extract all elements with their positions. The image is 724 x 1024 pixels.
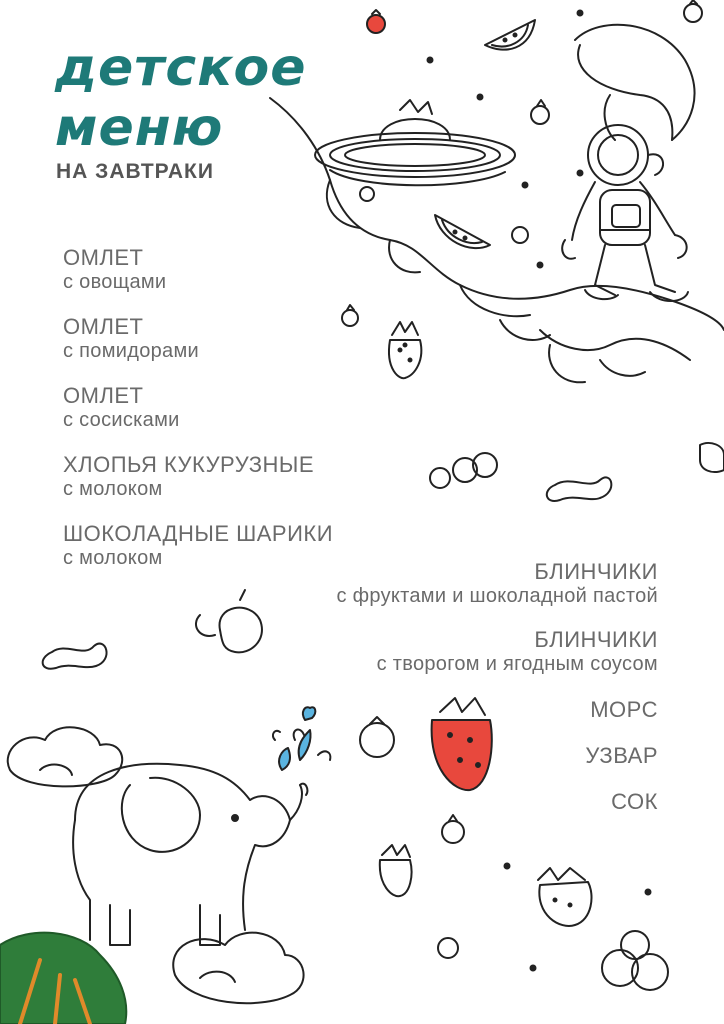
cherry-tomato-icon: [342, 305, 358, 326]
menu-item-desc: с фруктами и шоколадной пастой: [336, 585, 658, 607]
strawberry-icon: [380, 845, 412, 896]
menu-item: [336, 560, 658, 608]
cloud-illustration: [173, 933, 303, 1004]
blueberries-icon: [602, 931, 668, 990]
menu-item-name: МОРС: [590, 697, 658, 722]
water-spray-icon: [273, 707, 330, 770]
menu-item-desc: с помидорами: [63, 340, 199, 362]
strawberry-icon: [389, 322, 421, 378]
balloon-illustration: [575, 25, 695, 140]
menu-item: [63, 315, 199, 363]
menu-subtitle: НА ЗАВТРАКИ: [56, 160, 214, 183]
menu-item-name: ОМЛЕТ: [63, 383, 144, 408]
menu-item-desc: с молоком: [63, 547, 163, 569]
cherry-tomato-icon: [360, 187, 374, 201]
menu-item-name: УЗВАР: [585, 743, 658, 768]
watermelon-slice-icon: [435, 215, 490, 248]
menu-item: [611, 790, 658, 814]
menu-item-name: БЛИНЧИКИ: [534, 627, 658, 652]
menu-item-name: ОМЛЕТ: [63, 245, 144, 270]
menu-item: [585, 744, 658, 768]
peanut-icon: [43, 644, 107, 669]
menu-item-desc: с овощами: [63, 271, 167, 293]
peanut-icon: [700, 443, 724, 472]
menu-item-name: БЛИНЧИКИ: [534, 559, 658, 584]
menu-item: [63, 246, 166, 294]
watermelon-slice-icon: [485, 20, 535, 50]
cherry-tomato-icon: [512, 227, 528, 243]
cherry-tomato-icon: [684, 0, 702, 22]
menu-item: [377, 628, 658, 676]
menu-item-desc: с молоком: [63, 478, 163, 500]
foliage-illustration: [0, 933, 126, 1024]
menu-item-name: ОМЛЕТ: [63, 314, 144, 339]
menu-item: [63, 522, 333, 570]
menu-item: [63, 384, 180, 432]
title-line-2: меню: [55, 98, 224, 158]
strawberry-icon: [432, 698, 492, 790]
menu-item-name: ШОКОЛАДНЫЕ ШАРИКИ: [63, 521, 334, 546]
astronaut-illustration: [562, 125, 688, 301]
peanut-icon: [547, 477, 612, 501]
cherry-tomato-icon: [360, 717, 394, 757]
menu-title: [55, 38, 307, 158]
cherry-tomato-icon: [531, 100, 549, 124]
star-icon: [428, 11, 651, 971]
menu-item: [63, 453, 314, 501]
menu-item-name: ХЛОПЬЯ КУКУРУЗНЫЕ: [63, 452, 315, 477]
cherry-tomato-icon: [438, 938, 458, 958]
cloud-illustration: [8, 727, 122, 786]
elephant-illustration: [73, 764, 307, 945]
menu-item: [590, 698, 658, 722]
saturn-planet-illustration: [315, 100, 515, 185]
cherry-tomato-icon: [442, 815, 464, 843]
cherry-tomato-icon: [367, 10, 385, 33]
garlic-icon: [196, 590, 262, 652]
strawberry-icon: [538, 868, 592, 926]
menu-item-desc: с творогом и ягодным соусом: [376, 653, 658, 675]
blueberries-icon: [430, 453, 497, 488]
menu-item-name: СОК: [611, 789, 658, 814]
title-line-1: детское: [55, 38, 307, 98]
menu-item-desc: с сосисками: [63, 409, 180, 431]
